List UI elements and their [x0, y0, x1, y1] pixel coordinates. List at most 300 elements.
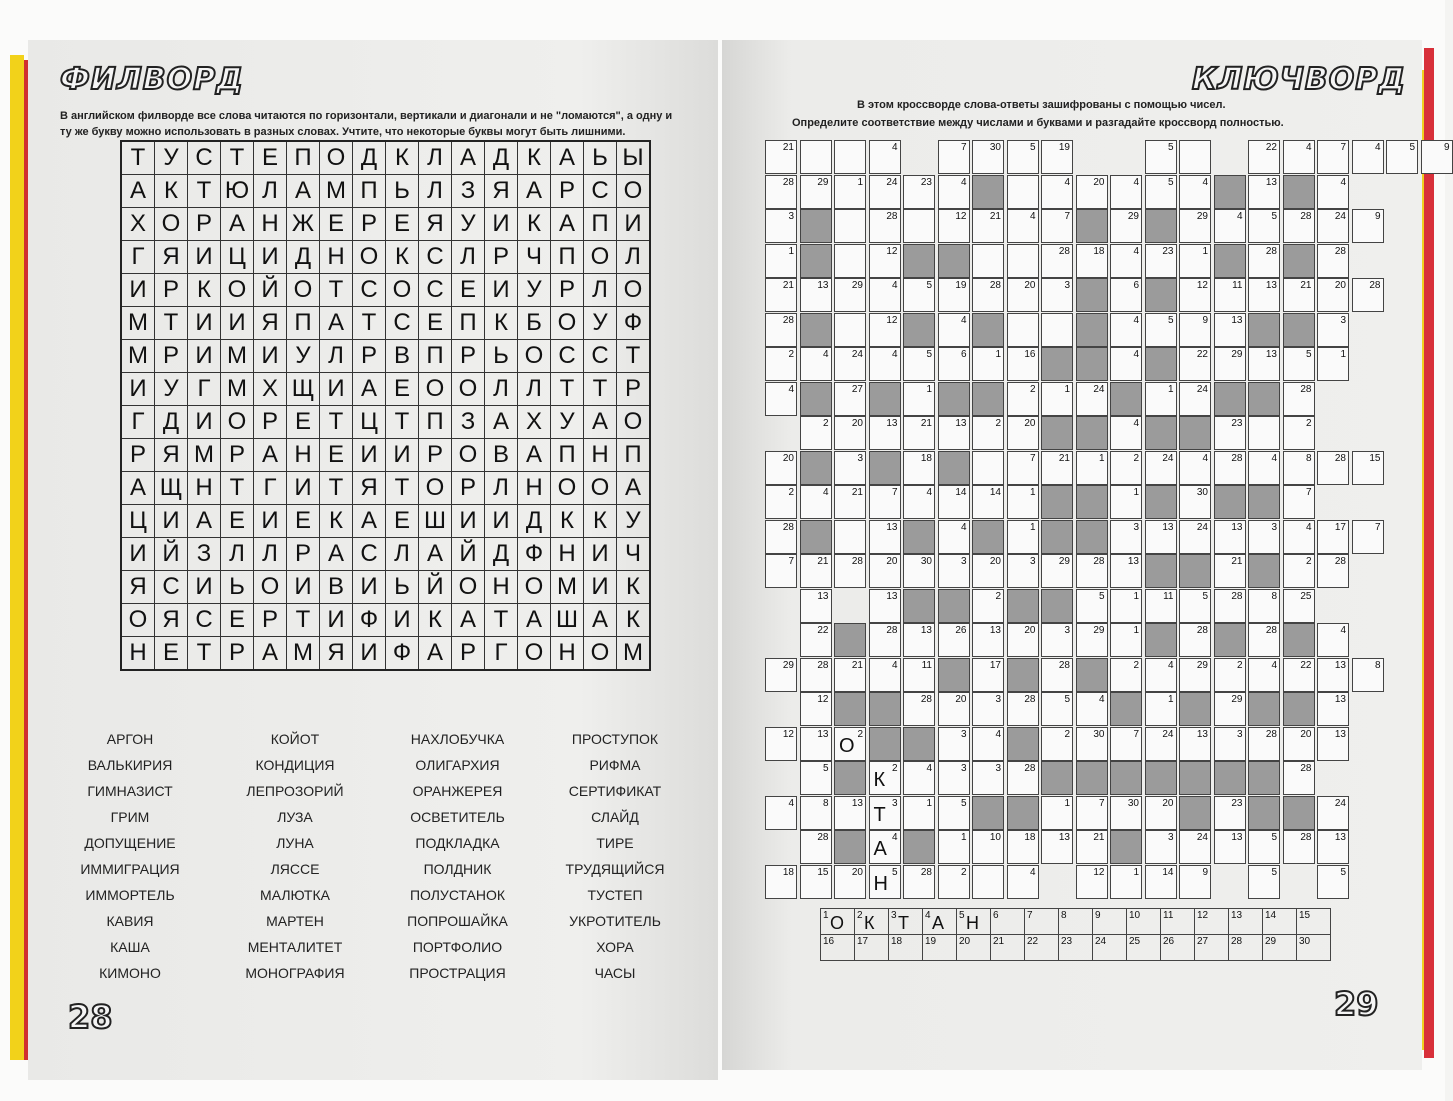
wordsearch-cell[interactable]: О — [518, 340, 551, 373]
wordsearch-cell[interactable]: К — [188, 274, 221, 307]
wordsearch-cell[interactable]: Й — [419, 571, 452, 604]
crossword-cell[interactable] — [1248, 451, 1280, 485]
wordsearch-cell[interactable]: К — [155, 175, 188, 208]
wordsearch-cell[interactable]: Ь — [485, 340, 518, 373]
key-cell[interactable] — [1093, 909, 1127, 935]
wordsearch-cell[interactable]: Т — [551, 373, 584, 406]
crossword-cell[interactable] — [1041, 140, 1073, 174]
crossword-cell[interactable] — [938, 313, 970, 347]
wordsearch-cell[interactable]: А — [121, 175, 155, 208]
crossword-cell[interactable] — [834, 485, 866, 519]
crossword-cell[interactable] — [765, 554, 797, 588]
wordsearch-cell[interactable]: Ф — [353, 604, 386, 637]
wordsearch-cell[interactable]: Т — [287, 604, 320, 637]
wordsearch-cell[interactable]: И — [452, 505, 485, 538]
wordsearch-cell[interactable]: С — [419, 241, 452, 274]
wordsearch-cell[interactable]: Н — [254, 208, 287, 241]
crossword-cell[interactable] — [1145, 520, 1177, 554]
wordsearch-cell[interactable]: А — [584, 406, 617, 439]
wordsearch-cell[interactable]: Й — [254, 274, 287, 307]
crossword-cell[interactable] — [1317, 727, 1349, 761]
crossword-cell[interactable] — [1145, 830, 1177, 864]
wordsearch-cell[interactable]: Р — [353, 340, 386, 373]
crossword-cell[interactable] — [972, 727, 1004, 761]
wordsearch-cell[interactable]: Р — [485, 241, 518, 274]
crossword-cell[interactable] — [1007, 140, 1039, 174]
wordsearch-cell[interactable]: О — [287, 274, 320, 307]
wordsearch-cell[interactable]: С — [188, 604, 221, 637]
crossword-cell[interactable] — [1041, 658, 1073, 692]
wordsearch-cell[interactable]: Л — [221, 538, 254, 571]
wordsearch-cell[interactable]: И — [320, 373, 353, 406]
crossword-cell[interactable] — [1283, 451, 1315, 485]
crossword-cell[interactable] — [1007, 382, 1039, 416]
wordsearch-cell[interactable]: Ф — [518, 538, 551, 571]
wordsearch-cell[interactable]: Ч — [617, 538, 651, 571]
wordsearch-cell[interactable]: И — [188, 406, 221, 439]
crossword-cell[interactable] — [1179, 140, 1211, 174]
wordsearch-cell[interactable]: М — [287, 637, 320, 671]
wordsearch-cell[interactable]: У — [518, 274, 551, 307]
crossword-cell[interactable] — [1283, 278, 1315, 312]
crossword-cell[interactable] — [765, 485, 797, 519]
wordsearch-cell[interactable]: И — [353, 571, 386, 604]
wordsearch-cell[interactable]: М — [188, 439, 221, 472]
wordsearch-cell[interactable]: У — [584, 307, 617, 340]
crossword-cell[interactable] — [938, 692, 970, 726]
wordsearch-cell[interactable]: Ь — [221, 571, 254, 604]
wordsearch-cell[interactable]: И — [386, 604, 419, 637]
crossword-cell[interactable] — [869, 520, 901, 554]
crossword-cell[interactable] — [869, 761, 901, 795]
wordsearch-cell[interactable]: О — [584, 637, 617, 671]
wordsearch-cell[interactable]: Г — [121, 406, 155, 439]
crossword-cell[interactable] — [1317, 140, 1349, 174]
wordsearch-cell[interactable]: О — [254, 571, 287, 604]
wordsearch-cell[interactable]: И — [353, 439, 386, 472]
wordsearch-cell[interactable]: Р — [155, 274, 188, 307]
crossword-cell[interactable] — [972, 589, 1004, 623]
crossword-cell[interactable] — [972, 140, 1004, 174]
wordsearch-cell[interactable]: К — [386, 241, 419, 274]
crossword-cell[interactable] — [1110, 278, 1142, 312]
crossword-cell[interactable] — [869, 796, 901, 830]
wordsearch-cell[interactable]: К — [584, 505, 617, 538]
key-cell[interactable] — [991, 935, 1025, 961]
wordsearch-cell[interactable]: И — [287, 472, 320, 505]
wordsearch-cell[interactable]: Е — [386, 505, 419, 538]
wordsearch-cell[interactable]: Ь — [386, 571, 419, 604]
key-cell[interactable] — [1025, 935, 1059, 961]
crossword-cell[interactable] — [1179, 451, 1211, 485]
wordsearch-cell[interactable]: Т — [320, 406, 353, 439]
crossword-cell[interactable] — [903, 623, 935, 657]
wordsearch-cell[interactable]: Е — [254, 141, 287, 175]
wordsearch-cell[interactable]: М — [617, 637, 651, 671]
crossword-cell[interactable] — [1317, 623, 1349, 657]
wordsearch-cell[interactable]: У — [155, 373, 188, 406]
key-cell[interactable] — [923, 909, 957, 935]
wordsearch-cell[interactable]: Т — [221, 472, 254, 505]
crossword-cell[interactable] — [938, 761, 970, 795]
wordsearch-cell[interactable]: Е — [386, 373, 419, 406]
wordsearch-cell[interactable]: С — [353, 274, 386, 307]
crossword-cell[interactable] — [1007, 520, 1039, 554]
key-cell[interactable] — [923, 935, 957, 961]
crossword-cell[interactable] — [1179, 658, 1211, 692]
crossword-cell[interactable] — [1041, 796, 1073, 830]
crossword-cell[interactable] — [1214, 554, 1246, 588]
crossword-cell[interactable] — [834, 554, 866, 588]
crossword-cell[interactable] — [1041, 727, 1073, 761]
wordsearch-cell[interactable]: Т — [485, 604, 518, 637]
wordsearch-cell[interactable]: А — [617, 472, 651, 505]
wordsearch-cell[interactable]: У — [617, 505, 651, 538]
crossword-cell[interactable] — [1145, 658, 1177, 692]
wordsearch-cell[interactable]: Л — [320, 340, 353, 373]
wordsearch-cell[interactable]: Щ — [287, 373, 320, 406]
wordsearch-cell[interactable]: Р — [221, 439, 254, 472]
wordsearch-cell[interactable]: У — [551, 406, 584, 439]
crossword-cell[interactable] — [903, 761, 935, 795]
crossword-cell[interactable] — [1283, 830, 1315, 864]
wordsearch-cell[interactable]: Ч — [518, 241, 551, 274]
crossword-cell[interactable] — [1421, 140, 1453, 174]
wordsearch-cell[interactable]: С — [188, 141, 221, 175]
wordsearch-cell[interactable]: П — [419, 406, 452, 439]
wordsearch-cell[interactable]: П — [452, 307, 485, 340]
crossword-cell[interactable] — [869, 244, 901, 278]
wordsearch-cell[interactable]: А — [485, 406, 518, 439]
crossword-cell[interactable] — [1248, 278, 1280, 312]
wordsearch-cell[interactable]: М — [320, 175, 353, 208]
crossword-cell[interactable] — [1317, 554, 1349, 588]
crossword-cell[interactable] — [1179, 623, 1211, 657]
crossword-cell[interactable] — [903, 692, 935, 726]
wordsearch-cell[interactable]: Р — [287, 538, 320, 571]
wordsearch-cell[interactable]: Л — [419, 141, 452, 175]
crossword-cell[interactable] — [1283, 347, 1315, 381]
key-cell[interactable] — [1059, 935, 1093, 961]
wordsearch-cell[interactable]: М — [221, 373, 254, 406]
crossword-cell[interactable] — [1179, 175, 1211, 209]
wordsearch-cell[interactable]: А — [518, 439, 551, 472]
wordsearch-cell[interactable]: З — [188, 538, 221, 571]
wordsearch-cell[interactable]: П — [287, 307, 320, 340]
wordsearch-cell[interactable]: П — [551, 439, 584, 472]
wordsearch-cell[interactable]: Е — [320, 439, 353, 472]
crossword-cell[interactable] — [903, 209, 935, 243]
key-cell[interactable] — [889, 909, 923, 935]
crossword-cell[interactable] — [800, 175, 832, 209]
crossword-cell[interactable] — [1145, 313, 1177, 347]
wordsearch-cell[interactable]: И — [485, 274, 518, 307]
wordsearch-cell[interactable]: И — [254, 241, 287, 274]
crossword-cell[interactable] — [1214, 520, 1246, 554]
crossword-cell[interactable] — [938, 796, 970, 830]
crossword-cell[interactable] — [972, 692, 1004, 726]
wordsearch-cell[interactable]: А — [188, 505, 221, 538]
crossword-cell[interactable] — [1007, 347, 1039, 381]
wordsearch-cell[interactable]: В — [320, 571, 353, 604]
wordsearch-cell[interactable]: Ш — [551, 604, 584, 637]
crossword-cell[interactable] — [800, 727, 832, 761]
crossword-cell[interactable] — [869, 865, 901, 899]
wordsearch-cell[interactable]: Н — [551, 637, 584, 671]
crossword-cell[interactable] — [1214, 727, 1246, 761]
crossword-cell[interactable] — [869, 209, 901, 243]
crossword-cell[interactable] — [1007, 278, 1039, 312]
key-cell[interactable] — [1195, 935, 1229, 961]
wordsearch-cell[interactable]: Ь — [584, 141, 617, 175]
crossword-cell[interactable] — [903, 658, 935, 692]
crossword-cell[interactable] — [1248, 830, 1280, 864]
wordsearch-cell[interactable]: М — [121, 340, 155, 373]
key-cell[interactable] — [889, 935, 923, 961]
crossword-cell[interactable] — [1110, 554, 1142, 588]
crossword-cell[interactable] — [1179, 589, 1211, 623]
crossword-cell[interactable] — [765, 865, 797, 899]
wordsearch-cell[interactable]: Я — [485, 175, 518, 208]
wordsearch-cell[interactable]: П — [551, 241, 584, 274]
wordsearch-cell[interactable]: П — [584, 208, 617, 241]
crossword-cell[interactable] — [869, 278, 901, 312]
key-cell[interactable] — [1093, 935, 1127, 961]
wordsearch-cell[interactable]: А — [584, 604, 617, 637]
wordsearch-cell[interactable]: А — [221, 208, 254, 241]
wordsearch-cell[interactable]: З — [452, 406, 485, 439]
wordsearch-cell[interactable]: А — [551, 141, 584, 175]
crossword-cell[interactable] — [1145, 244, 1177, 278]
wordsearch-cell[interactable]: Н — [584, 439, 617, 472]
wordsearch-cell[interactable]: Р — [551, 175, 584, 208]
wordsearch-cell[interactable]: И — [584, 538, 617, 571]
wordsearch-cell[interactable]: Н — [518, 472, 551, 505]
wordsearch-cell[interactable]: Я — [155, 241, 188, 274]
wordsearch-cell[interactable]: И — [121, 373, 155, 406]
key-cell[interactable] — [1127, 909, 1161, 935]
wordsearch-cell[interactable]: О — [221, 274, 254, 307]
crossword-cell[interactable] — [1248, 347, 1280, 381]
wordsearch-cell[interactable]: Н — [121, 637, 155, 671]
crossword-cell[interactable] — [1214, 830, 1246, 864]
crossword-cell[interactable] — [1317, 244, 1349, 278]
crossword-cell[interactable] — [1076, 589, 1108, 623]
wordsearch-cell[interactable]: А — [518, 604, 551, 637]
wordsearch-cell[interactable]: А — [353, 373, 386, 406]
crossword-cell[interactable] — [1041, 623, 1073, 657]
crossword-cell[interactable] — [765, 347, 797, 381]
crossword-cell[interactable] — [1179, 520, 1211, 554]
crossword-cell[interactable] — [1145, 140, 1177, 174]
wordsearch-cell[interactable]: А — [551, 208, 584, 241]
wordsearch-cell[interactable]: У — [452, 208, 485, 241]
crossword-cell[interactable] — [869, 416, 901, 450]
crossword-cell[interactable] — [1317, 278, 1349, 312]
crossword-cell[interactable] — [1214, 692, 1246, 726]
crossword-cell[interactable] — [800, 623, 832, 657]
crossword-cell[interactable] — [1145, 451, 1177, 485]
wordsearch-cell[interactable]: П — [287, 141, 320, 175]
crossword-cell[interactable] — [1110, 520, 1142, 554]
crossword-cell[interactable] — [869, 347, 901, 381]
crossword-cell[interactable] — [1007, 244, 1039, 278]
crossword-cell[interactable] — [938, 727, 970, 761]
crossword-cell[interactable] — [1007, 451, 1039, 485]
crossword-cell[interactable] — [1179, 347, 1211, 381]
wordsearch-cell[interactable]: У — [287, 340, 320, 373]
crossword-cell[interactable] — [765, 244, 797, 278]
wordsearch-cell[interactable]: Д — [485, 141, 518, 175]
crossword-cell[interactable] — [1145, 727, 1177, 761]
wordsearch-cell[interactable]: Й — [155, 538, 188, 571]
crossword-cell[interactable] — [1317, 347, 1349, 381]
crossword-cell[interactable] — [903, 554, 935, 588]
crossword-cell[interactable] — [1317, 175, 1349, 209]
wordsearch-cell[interactable]: Г — [254, 472, 287, 505]
wordsearch-cell[interactable]: Е — [419, 307, 452, 340]
crossword-cell[interactable] — [1041, 830, 1073, 864]
crossword-cell[interactable] — [1110, 347, 1142, 381]
crossword-cell[interactable] — [834, 209, 866, 243]
crossword-cell[interactable] — [869, 830, 901, 864]
crossword-cell[interactable] — [903, 347, 935, 381]
wordsearch-cell[interactable]: О — [452, 373, 485, 406]
crossword-cell[interactable] — [1283, 554, 1315, 588]
wordsearch-cell[interactable]: И — [485, 208, 518, 241]
wordsearch-cell[interactable]: Р — [353, 208, 386, 241]
wordsearch-cell[interactable]: О — [617, 274, 651, 307]
crossword-cell[interactable] — [765, 313, 797, 347]
crossword-cell[interactable] — [1317, 451, 1349, 485]
crossword-cell[interactable] — [1145, 796, 1177, 830]
crossword-cell[interactable] — [1352, 278, 1384, 312]
crossword-cell[interactable] — [1145, 589, 1177, 623]
crossword-cell[interactable] — [1283, 485, 1315, 519]
crossword-cell[interactable] — [834, 347, 866, 381]
crossword-cell[interactable] — [1041, 175, 1073, 209]
crossword-cell[interactable] — [1248, 209, 1280, 243]
crossword-cell[interactable] — [1076, 244, 1108, 278]
key-cell[interactable] — [991, 909, 1025, 935]
wordsearch-cell[interactable]: Ь — [386, 175, 419, 208]
crossword-cell[interactable] — [938, 416, 970, 450]
crossword-cell[interactable] — [1248, 416, 1280, 450]
key-cell[interactable] — [1263, 909, 1297, 935]
crossword-cell[interactable] — [1110, 313, 1142, 347]
wordsearch-cell[interactable]: Т — [121, 141, 155, 175]
crossword-cell[interactable] — [938, 485, 970, 519]
wordsearch-cell[interactable]: Г — [188, 373, 221, 406]
wordsearch-cell[interactable]: О — [452, 439, 485, 472]
crossword-cell[interactable] — [765, 451, 797, 485]
crossword-cell[interactable] — [903, 451, 935, 485]
wordsearch-cell[interactable]: И — [188, 571, 221, 604]
wordsearch-cell[interactable]: О — [617, 406, 651, 439]
crossword-cell[interactable] — [1110, 451, 1142, 485]
key-cell[interactable] — [821, 935, 855, 961]
crossword-cell[interactable] — [1248, 623, 1280, 657]
wordsearch-cell[interactable]: В — [386, 340, 419, 373]
crossword-cell[interactable] — [938, 554, 970, 588]
crossword-cell[interactable] — [1248, 865, 1280, 899]
wordsearch-cell[interactable]: Й — [452, 538, 485, 571]
wordsearch-cell[interactable]: А — [254, 637, 287, 671]
wordsearch-cell[interactable]: О — [121, 604, 155, 637]
wordsearch-cell[interactable]: Е — [386, 208, 419, 241]
wordsearch-cell[interactable]: Т — [155, 307, 188, 340]
crossword-cell[interactable] — [1179, 278, 1211, 312]
crossword-cell[interactable] — [800, 658, 832, 692]
crossword-cell[interactable] — [972, 209, 1004, 243]
crossword-cell[interactable] — [1007, 209, 1039, 243]
crossword-cell[interactable] — [1110, 416, 1142, 450]
wordsearch-cell[interactable]: О — [518, 571, 551, 604]
crossword-cell[interactable] — [1179, 865, 1211, 899]
number-letter-key-table[interactable] — [820, 908, 1331, 961]
wordsearch-cell[interactable]: И — [188, 241, 221, 274]
crossword-cell[interactable] — [1248, 175, 1280, 209]
crossword-cell[interactable] — [972, 658, 1004, 692]
wordsearch-cell[interactable]: Я — [353, 472, 386, 505]
wordsearch-cell[interactable]: Л — [485, 373, 518, 406]
crossword-cell[interactable] — [800, 865, 832, 899]
wordsearch-cell[interactable]: Н — [188, 472, 221, 505]
crossword-cell[interactable] — [1214, 209, 1246, 243]
wordsearch-cell[interactable]: К — [518, 141, 551, 175]
wordsearch-cell[interactable]: И — [155, 505, 188, 538]
crossword-cell[interactable] — [800, 761, 832, 795]
crossword-cell[interactable] — [1110, 175, 1142, 209]
crossword-cell[interactable] — [765, 175, 797, 209]
crossword-cell[interactable] — [765, 796, 797, 830]
crossword-cell[interactable] — [1007, 830, 1039, 864]
crossword-cell[interactable] — [938, 278, 970, 312]
wordsearch-cell[interactable]: И — [386, 439, 419, 472]
wordsearch-cell[interactable]: Т — [353, 307, 386, 340]
crossword-cell[interactable] — [869, 658, 901, 692]
crossword-cell[interactable] — [1007, 692, 1039, 726]
crossword-cell[interactable] — [938, 209, 970, 243]
wordsearch-cell[interactable]: М — [221, 340, 254, 373]
wordsearch-cell[interactable]: Т — [617, 340, 651, 373]
wordsearch-cell[interactable]: Л — [452, 241, 485, 274]
key-cell[interactable] — [957, 935, 991, 961]
crossword-cell[interactable] — [765, 727, 797, 761]
crossword-cell[interactable] — [938, 623, 970, 657]
wordsearch-cell[interactable]: С — [353, 538, 386, 571]
wordsearch-cell[interactable]: Л — [419, 175, 452, 208]
crossword-cell[interactable] — [834, 727, 866, 761]
wordsearch-cell[interactable]: Т — [584, 373, 617, 406]
crossword-cell[interactable] — [834, 278, 866, 312]
key-cell[interactable] — [1263, 935, 1297, 961]
crossword-cell[interactable] — [1041, 313, 1073, 347]
crossword-cell[interactable] — [800, 796, 832, 830]
crossword-cell[interactable] — [1007, 175, 1039, 209]
wordsearch-cell[interactable]: М — [551, 571, 584, 604]
wordsearch-cell[interactable]: О — [584, 241, 617, 274]
wordsearch-cell[interactable]: А — [419, 637, 452, 671]
crossword-cell[interactable] — [1214, 451, 1246, 485]
wordsearch-cell[interactable]: Я — [320, 637, 353, 671]
crossword-cell[interactable] — [800, 278, 832, 312]
wordsearch-cell[interactable]: К — [419, 604, 452, 637]
crossword-cell[interactable] — [765, 209, 797, 243]
wordsearch-cell[interactable]: Т — [386, 406, 419, 439]
wordsearch-cell[interactable]: А — [287, 175, 320, 208]
wordsearch-cell[interactable]: Р — [452, 340, 485, 373]
